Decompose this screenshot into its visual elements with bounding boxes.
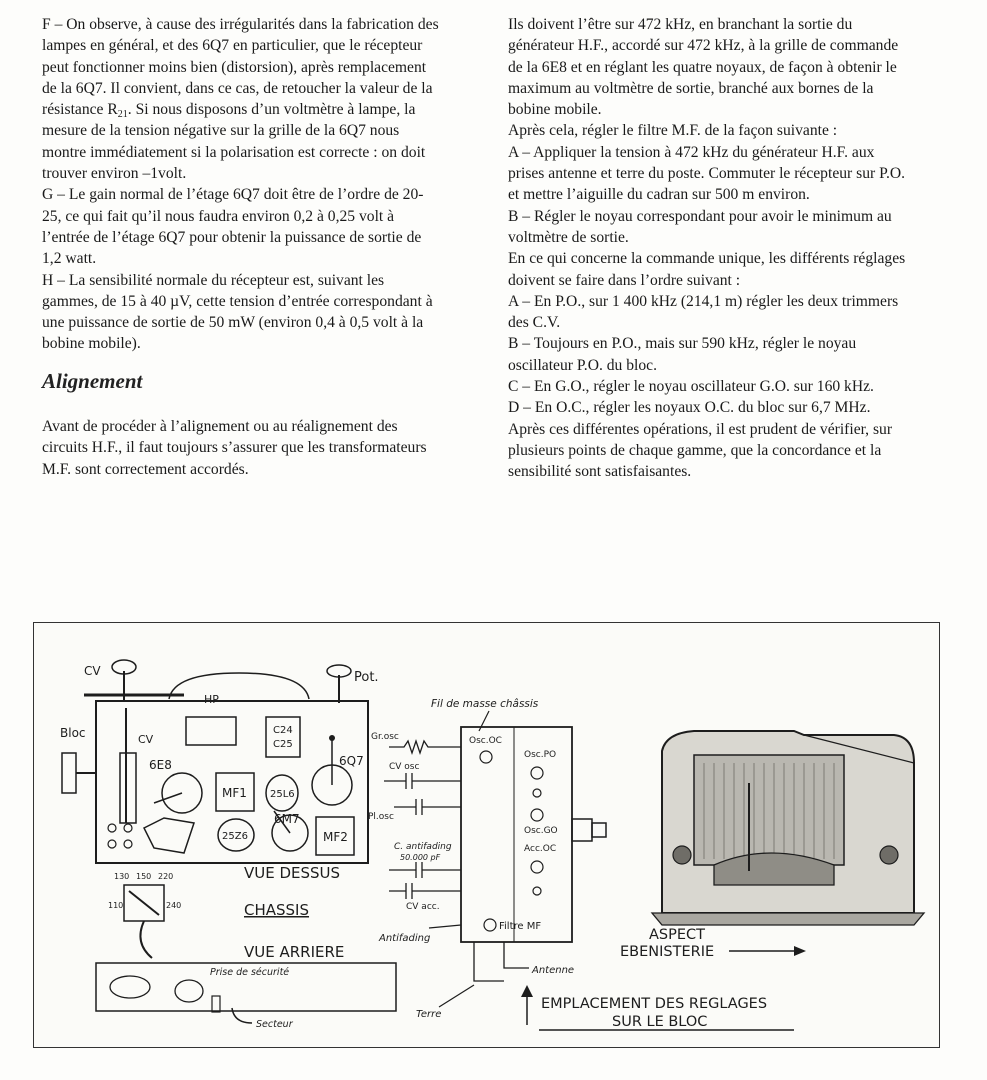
cabinet-illustration: [620, 731, 924, 960]
voltage-selector-needle: [129, 891, 159, 915]
adj-osc-po-sub: [533, 789, 541, 797]
adj-filtre-mf: [484, 919, 496, 931]
aspect-arrow-head: [794, 946, 806, 956]
schematic-figure: [33, 622, 940, 1048]
label-v240: 240: [166, 901, 182, 910]
label-c25: C25: [273, 739, 293, 750]
caption-emplacement-1: EMPLACEMENT DES REGLAGES: [541, 996, 768, 1012]
terminal-4: [124, 840, 132, 848]
adj-osc-po: [531, 767, 543, 779]
label-gr-osc: Gr.osc: [371, 732, 399, 742]
terminal-3: [108, 840, 116, 848]
antenne-lead: [504, 942, 529, 968]
emplacement-arrow-head: [521, 985, 533, 997]
label-6m7: 6M7: [274, 812, 300, 826]
antifading-capacitor: [389, 862, 461, 878]
caption-aspect: ASPECT: [649, 927, 706, 943]
label-bloc: Bloc: [60, 726, 86, 740]
cabinet-knob-left: [673, 846, 691, 864]
paragraph-alignement: Avant de procéder à l’alignement ou au réalignement des circuits H.F., il faut toujours s’assurer que les transformateurs M.F. sont correctement accordés.: [42, 418, 427, 478]
rear-socket: [110, 976, 150, 998]
adj-acc-oc-sub: [533, 887, 541, 895]
paragraph-g: G – Le gain normal de l’étage 6Q7 doit être de l’ordre de 20-25, ce qui fait qu’il nous faudra environ 0,2 à 0,25 volt à l’entrée de l’étage 6Q7 pour obtenir la puissance de sortie de 1,2 watt.: [42, 186, 424, 268]
bloc-side: [62, 753, 76, 793]
label-c24: C24: [273, 725, 293, 736]
terminal-1: [108, 824, 116, 832]
label-filtre-mf: Filtre MF: [499, 921, 542, 932]
figure-drawing: [34, 623, 939, 1047]
tube-6q7-cap: [329, 735, 335, 741]
label-25l6: 25L6: [270, 789, 295, 800]
paragraph-r7: B – Toujours en P.O., mais sur 590 kHz, régler le noyau oscillateur P.O. du bloc.: [508, 335, 857, 374]
paragraph-f: F – On observe, à cause des irrégularités dans la fabrication des lampes en général, et des 6Q7 en particulier, que le récepteur peut fonctionner moins bien (distorsion), après remplacement de la 6Q7. Il convient, dans ce cas, de retoucher la valeur de la résistance $R_{21}$. Si nous disposons d’un voltmètre à lampe, la mesure de la tension négative sur la grille de la 6Q7 nous montre immédiatement si la polarisation est correcte : on doit trouver environ –1volt.: [42, 16, 439, 183]
right-column: [508, 14, 908, 483]
paragraph-r6: A – En P.O., sur 1 400 kHz (214,1 m) régler les deux trimmers des C.V.: [508, 292, 899, 332]
cabinet-grille: [694, 755, 844, 865]
rear-fuse: [212, 996, 220, 1012]
label-secteur: Secteur: [256, 1019, 293, 1030]
label-pot: Pot.: [354, 670, 379, 685]
label-terre: Terre: [416, 1009, 442, 1020]
caption-ebenisterie: EBENISTERIE: [620, 944, 715, 960]
label-6e8: 6E8: [149, 758, 172, 772]
adj-osc-go: [531, 809, 543, 821]
paragraph-r1: Ils doivent l’être sur 472 kHz, en branchant la sortie du générateur H.F., accordé sur 472 kHz, à la grille de commande de la 6E8 et en réglant les quatre noyaux, de façon à obtenir le maximum au voltmètre de sortie, branché aux bornes de la bobine mobile.: [508, 16, 899, 119]
bloc-shaft-end: [592, 823, 606, 837]
paragraph-r2: Après cela, régler le filtre M.F. de la façon suivante :: [508, 122, 838, 140]
gr-osc-resistor: [389, 741, 461, 753]
left-column: [42, 14, 442, 480]
cv-acc-capacitor: [389, 883, 461, 899]
label-cv: CV: [84, 664, 101, 678]
label-cv-osc: CV osc: [389, 762, 420, 772]
label-prise-securite: Prise de sécurité: [210, 967, 290, 978]
label-pl-osc: Pl.osc: [368, 812, 394, 822]
wiring-bundle: [144, 818, 194, 853]
terminal-2: [124, 824, 132, 832]
terre-pointer: [439, 985, 474, 1007]
label-v110: 110: [108, 901, 124, 910]
label-v130: 130: [114, 872, 130, 881]
label-v220: 220: [158, 872, 174, 881]
label-v150: 150: [136, 872, 152, 881]
chassis-top-view: [60, 660, 396, 1030]
caption-vue-arriere: VUE ARRIERE: [244, 943, 345, 961]
section-heading: Alignement: [42, 368, 143, 393]
adj-osc-oc: [480, 751, 492, 763]
antifading-lead: [429, 925, 461, 928]
terre-lead: [474, 942, 504, 981]
paragraph-r4: B – Régler le noyau correspondant pour avoir le minimum au voltmètre de sortie.: [508, 207, 892, 246]
speaker-arc: [169, 673, 309, 699]
label-cv-acc: CV acc.: [406, 902, 440, 912]
cv-osc-capacitor: [384, 773, 461, 789]
label-6q7: 6Q7: [339, 754, 364, 768]
label-25z6: 25Z6: [222, 831, 248, 842]
label-osc-go: Osc.GO: [524, 826, 558, 836]
paragraph-r3: A – Appliquer la tension à 472 kHz du générateur H.F. aux prises antenne et terre du poste. Commuter le récepteur sur P.O. et mettre l’aiguille du cadran sur 500 m environ.: [508, 143, 906, 204]
power-cable: [140, 921, 152, 958]
paragraph-h: H – La sensibilité normale du récepteur est, suivant les gammes, de 15 à 40 µV, cette tension d’entrée correspondant à une puissance de sortie de 50 mW (environ 0,4 à 0,5 volt à la bobine mobile).: [42, 271, 433, 353]
label-cv-small: CV: [138, 733, 154, 746]
label-osc-oc: Osc.OC: [469, 736, 502, 746]
label-acc-oc: Acc.OC: [524, 844, 557, 854]
paragraph-r9: D – En O.C., régler les noyaux O.C. du bloc sur 6,7 MHz.: [508, 399, 871, 417]
paragraph-r10: Après ces différentes opérations, il est prudent de vérifier, sur plusieurs points de chaque gamme, que la concordance et la sensibilité sont satisfaisantes.: [508, 420, 893, 481]
paragraph-r8: C – En G.O., régler le noyau oscillateur G.O. sur 160 kHz.: [508, 378, 874, 396]
bloc-shaft-collar: [572, 819, 592, 841]
tube-6e8-lead: [154, 793, 182, 803]
label-c-value: 50.000 pF: [400, 853, 441, 862]
speaker-magnet: [186, 717, 236, 745]
fil-masse-pointer: [479, 711, 489, 731]
safety-plug: [175, 980, 203, 1002]
label-antenne: Antenne: [532, 965, 575, 976]
label-fil-masse: Fil de masse châssis: [431, 698, 539, 710]
label-hp: HP: [204, 693, 219, 706]
cabinet-base: [652, 913, 924, 925]
caption-vue-dessus: VUE DESSUS: [244, 864, 341, 882]
label-mf1: MF1: [222, 786, 247, 800]
cv-block: [120, 753, 136, 823]
adj-acc-oc: [531, 861, 543, 873]
pl-osc-capacitor: [394, 799, 461, 815]
label-mf2: MF2: [323, 830, 348, 844]
caption-chassis: CHASSIS: [244, 901, 310, 919]
cabinet-knob-right: [880, 846, 898, 864]
label-antifading: Antifading: [379, 933, 431, 944]
caption-emplacement-2: SUR LE BLOC: [612, 1014, 708, 1030]
c24-c25-box: [266, 717, 300, 757]
paragraph-r5: En ce qui concerne la commande unique, les différents réglages doivent se faire dans l’ordre suivant :: [508, 250, 906, 289]
label-osc-po: Osc.PO: [524, 750, 557, 760]
label-c-antifading: C. antifading: [394, 842, 452, 852]
